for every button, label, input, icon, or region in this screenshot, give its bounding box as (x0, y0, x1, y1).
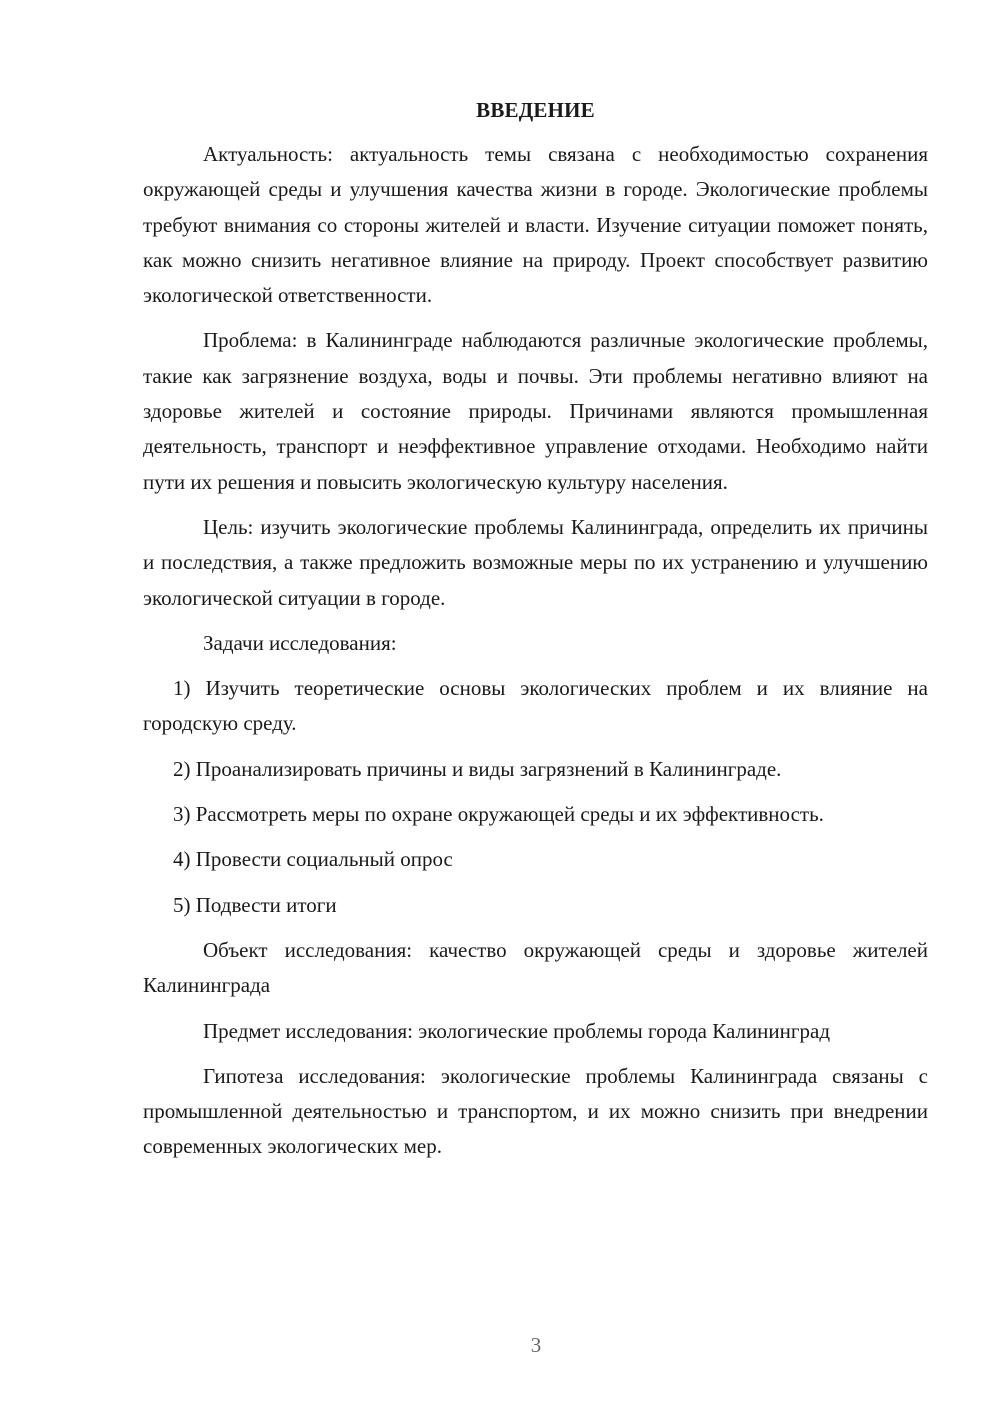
page-content (143, 95, 928, 1175)
task-item-5: 5) Подвести итоги (173, 892, 337, 917)
task-item-2: 2) Проанализировать причины и виды загрязнений в Калининграде. (173, 756, 782, 781)
task-item-1: 1) Изучить теоретические основы экологических проблем и их влияние на городскую среду. (143, 676, 928, 736)
hypothesis-paragraph: Гипотеза исследования: экологические проблемы Калининграда связаны с промышленной деятельностью и транспортом, и их можно снизить при внедрении современных экологических мер. (143, 1063, 928, 1159)
page-title: ВВЕДЕНИЕ (476, 98, 595, 122)
tasks-heading: Задачи исследования: (203, 630, 397, 655)
task-item-3: 3) Рассмотреть меры по охране окружающей среды и их эффективность. (173, 802, 824, 827)
problem-paragraph: Проблема: в Калининграде наблюдаются различные экологические проблемы, такие как загрязнение воздуха, воды и почвы. Эти проблемы негативно влияют на здоровье жителей и состояние природы. Причинами являются промышленная деятельность, транспорт и неэффективное управление отходами. Необходимо найти пути их решения и повысить экологическую культуру населения. (143, 328, 928, 494)
relevance-paragraph: Актуальность: актуальность темы связана с необходимостью сохранения окружающей среды и улучшения качества жизни в городе. Экологические проблемы требуют внимания со стороны жителей и власти. Изучение ситуации поможет понять, как можно снизить негативное влияние на природу. Проект способствует развитию экологической ответственности. (143, 142, 928, 308)
task-item-4: 4) Провести социальный опрос (173, 847, 453, 872)
page-number: 3 (530, 1333, 542, 1357)
subject-paragraph: Предмет исследования: экологические проблемы города Калининград (203, 1018, 831, 1043)
goal-paragraph: Цель: изучить экологические проблемы Калининграда, определить их причины и последствия, а также предложить возможные меры по их устранению и улучшению экологической ситуации в городе. (143, 514, 928, 610)
object-paragraph: Объект исследования: качество окружающей среды и здоровье жителей Калининграда (143, 937, 928, 998)
